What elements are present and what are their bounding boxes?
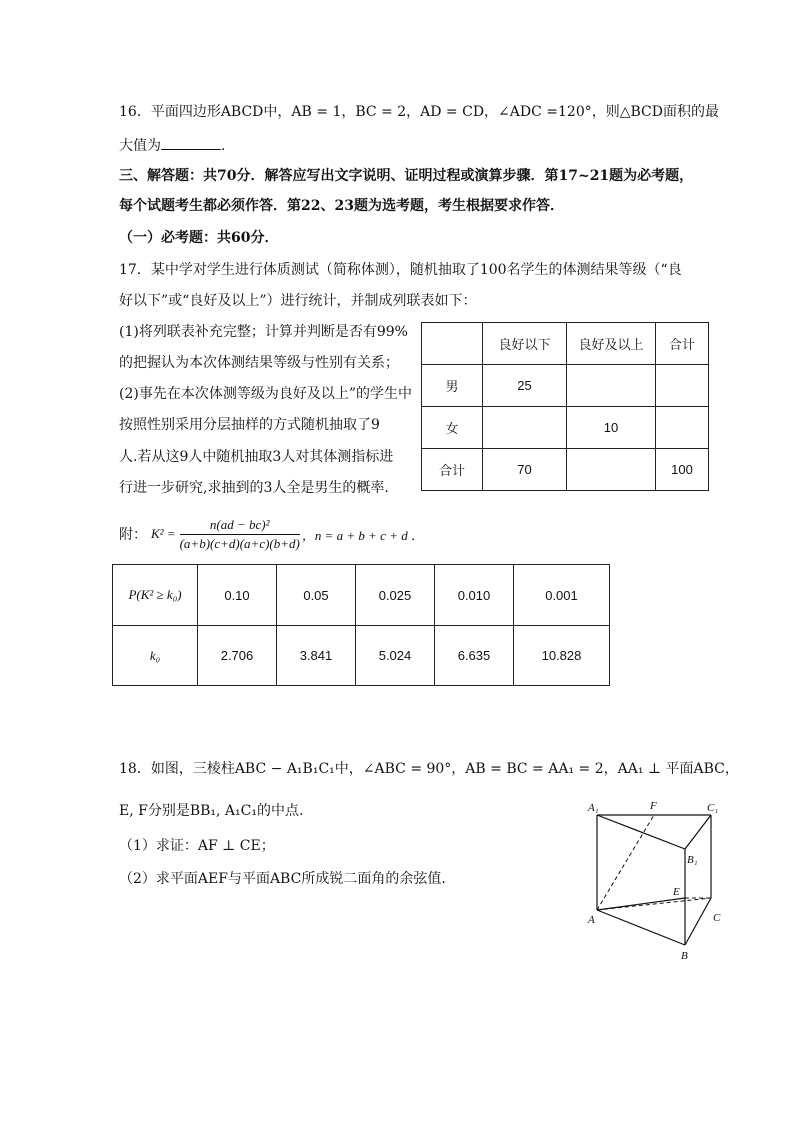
formula-denominator: (a+b)(c+d)(a+c)(b+d) xyxy=(179,535,300,551)
edge-ab xyxy=(597,910,685,945)
table-row xyxy=(422,323,709,365)
q17-p5: 人.若从这9人中随机抽取3人对其体测指标进 xyxy=(119,449,394,465)
edge-b1c1 xyxy=(685,815,711,849)
table-cell xyxy=(656,407,709,449)
table-cell: k₀ xyxy=(113,626,198,686)
q17-p6: 行进一步研究,求抽到的3人全是男生的概率. xyxy=(119,480,389,496)
table-cell: 0.001 xyxy=(514,565,610,626)
q17-p2: 的把握认为本次体测结果等级与性别有关系； xyxy=(119,355,399,371)
table-cell: 男 xyxy=(422,365,483,407)
table-cell: 良好以下 xyxy=(483,323,567,365)
q17-p3: (2)事先在本次体测等级为良好及以上”的学生中 xyxy=(119,386,412,402)
q18-sub2: （2）求平面AEF与平面ABC所成锐二面角的余弦值. xyxy=(119,871,446,887)
q16-line2: 大值为 . xyxy=(119,138,226,154)
answer-blank xyxy=(161,137,221,150)
formula-tail: ，n = a + b + c + d ． xyxy=(301,527,424,543)
segment-ae xyxy=(597,898,685,910)
table-cell: 0.010 xyxy=(435,565,514,626)
section3-line1: 三、解答题：共70分．解答应写出文字说明、证明过程或演算步骤．第17~21题为必考题， xyxy=(119,168,694,184)
critical-value-table xyxy=(112,564,610,686)
k2-formula xyxy=(119,512,424,556)
q16-line2-text: 大值为 xyxy=(119,138,161,154)
q17-line2: 好以下”或“良好及以上”）进行统计，并制成列联表如下： xyxy=(119,293,477,309)
section3-line2: 每个试题考生都必须作答．第22、23题为选考题，考生根据要求作答． xyxy=(119,198,564,214)
label-a: A xyxy=(588,914,595,926)
table-cell: 25 xyxy=(483,365,567,407)
table-cell: 良好及以上 xyxy=(567,323,656,365)
table-row xyxy=(422,407,709,449)
table-cell: 0.05 xyxy=(277,565,356,626)
label-b: B xyxy=(681,950,688,962)
edge-a1b1 xyxy=(597,815,685,849)
q17-line1: 17．某中学对学生进行体质测试（简称体测），随机抽取了100名学生的体测结果等级（“良 xyxy=(119,262,682,278)
section3-line3: （一）必考题：共60分． xyxy=(119,230,279,246)
table-cell: 10 xyxy=(567,407,656,449)
table-row xyxy=(113,565,610,626)
q17-p4: 按照性别采用分层抽样的方式随机抽取了9 xyxy=(119,417,380,433)
contingency-table xyxy=(421,322,709,491)
table-cell: 0.025 xyxy=(356,565,435,626)
hidden-edge-ac xyxy=(597,898,711,910)
table-cell xyxy=(656,365,709,407)
formula-fraction xyxy=(180,517,300,552)
table-row xyxy=(113,626,610,686)
table-cell: 女 xyxy=(422,407,483,449)
label-e: E xyxy=(673,886,680,898)
table-cell: 70 xyxy=(483,449,567,491)
table-cell: 5.024 xyxy=(356,626,435,686)
table-cell: 0.10 xyxy=(198,565,277,626)
appendix-label: 附： xyxy=(119,527,147,543)
label-b1: B₁ xyxy=(687,854,698,866)
formula-lhs: K² = xyxy=(151,526,176,541)
label-c1: C₁ xyxy=(707,802,719,814)
edge-bc xyxy=(685,898,711,945)
label-c: C xyxy=(713,912,721,924)
table-cell xyxy=(567,365,656,407)
table-cell: 100 xyxy=(656,449,709,491)
formula-numerator: n(ad − bc)² xyxy=(180,517,300,535)
q17-p1: (1)将列联表补充完整；计算并判断是否有99% xyxy=(119,324,408,340)
table-row xyxy=(422,365,709,407)
table-cell xyxy=(567,449,656,491)
table-cell: 3.841 xyxy=(277,626,356,686)
q16-line1: 16．平面四边形ABCD中，AB = 1，BC = 2，AD = CD，∠ADC =120°，则△BCD面积的最 xyxy=(119,104,719,120)
table-cell: 2.706 xyxy=(198,626,277,686)
table-cell xyxy=(422,323,483,365)
table-cell: 合计 xyxy=(422,449,483,491)
hidden-segment-af xyxy=(597,815,654,910)
table-cell: 10.828 xyxy=(514,626,610,686)
q18-sub1: （1）求证：AF ⊥ CE； xyxy=(119,838,275,854)
table-cell: P(K² ≥ k₀) xyxy=(113,565,198,626)
table-cell: 合计 xyxy=(656,323,709,365)
label-a1: A₁ xyxy=(588,802,599,814)
table-row xyxy=(422,449,709,491)
prism-figure xyxy=(580,795,730,970)
table-cell xyxy=(483,407,567,449)
label-f: F xyxy=(650,800,657,812)
q18-line2: E, F分别是BB₁, A₁C₁的中点. xyxy=(119,803,304,819)
table-cell: 6.635 xyxy=(435,626,514,686)
q18-line1: 18．如图，三棱柱ABC − A₁B₁C₁中，∠ABC = 90°，AB = BC = AA₁ = 2，AA₁ ⊥ 平面ABC， xyxy=(119,761,739,777)
